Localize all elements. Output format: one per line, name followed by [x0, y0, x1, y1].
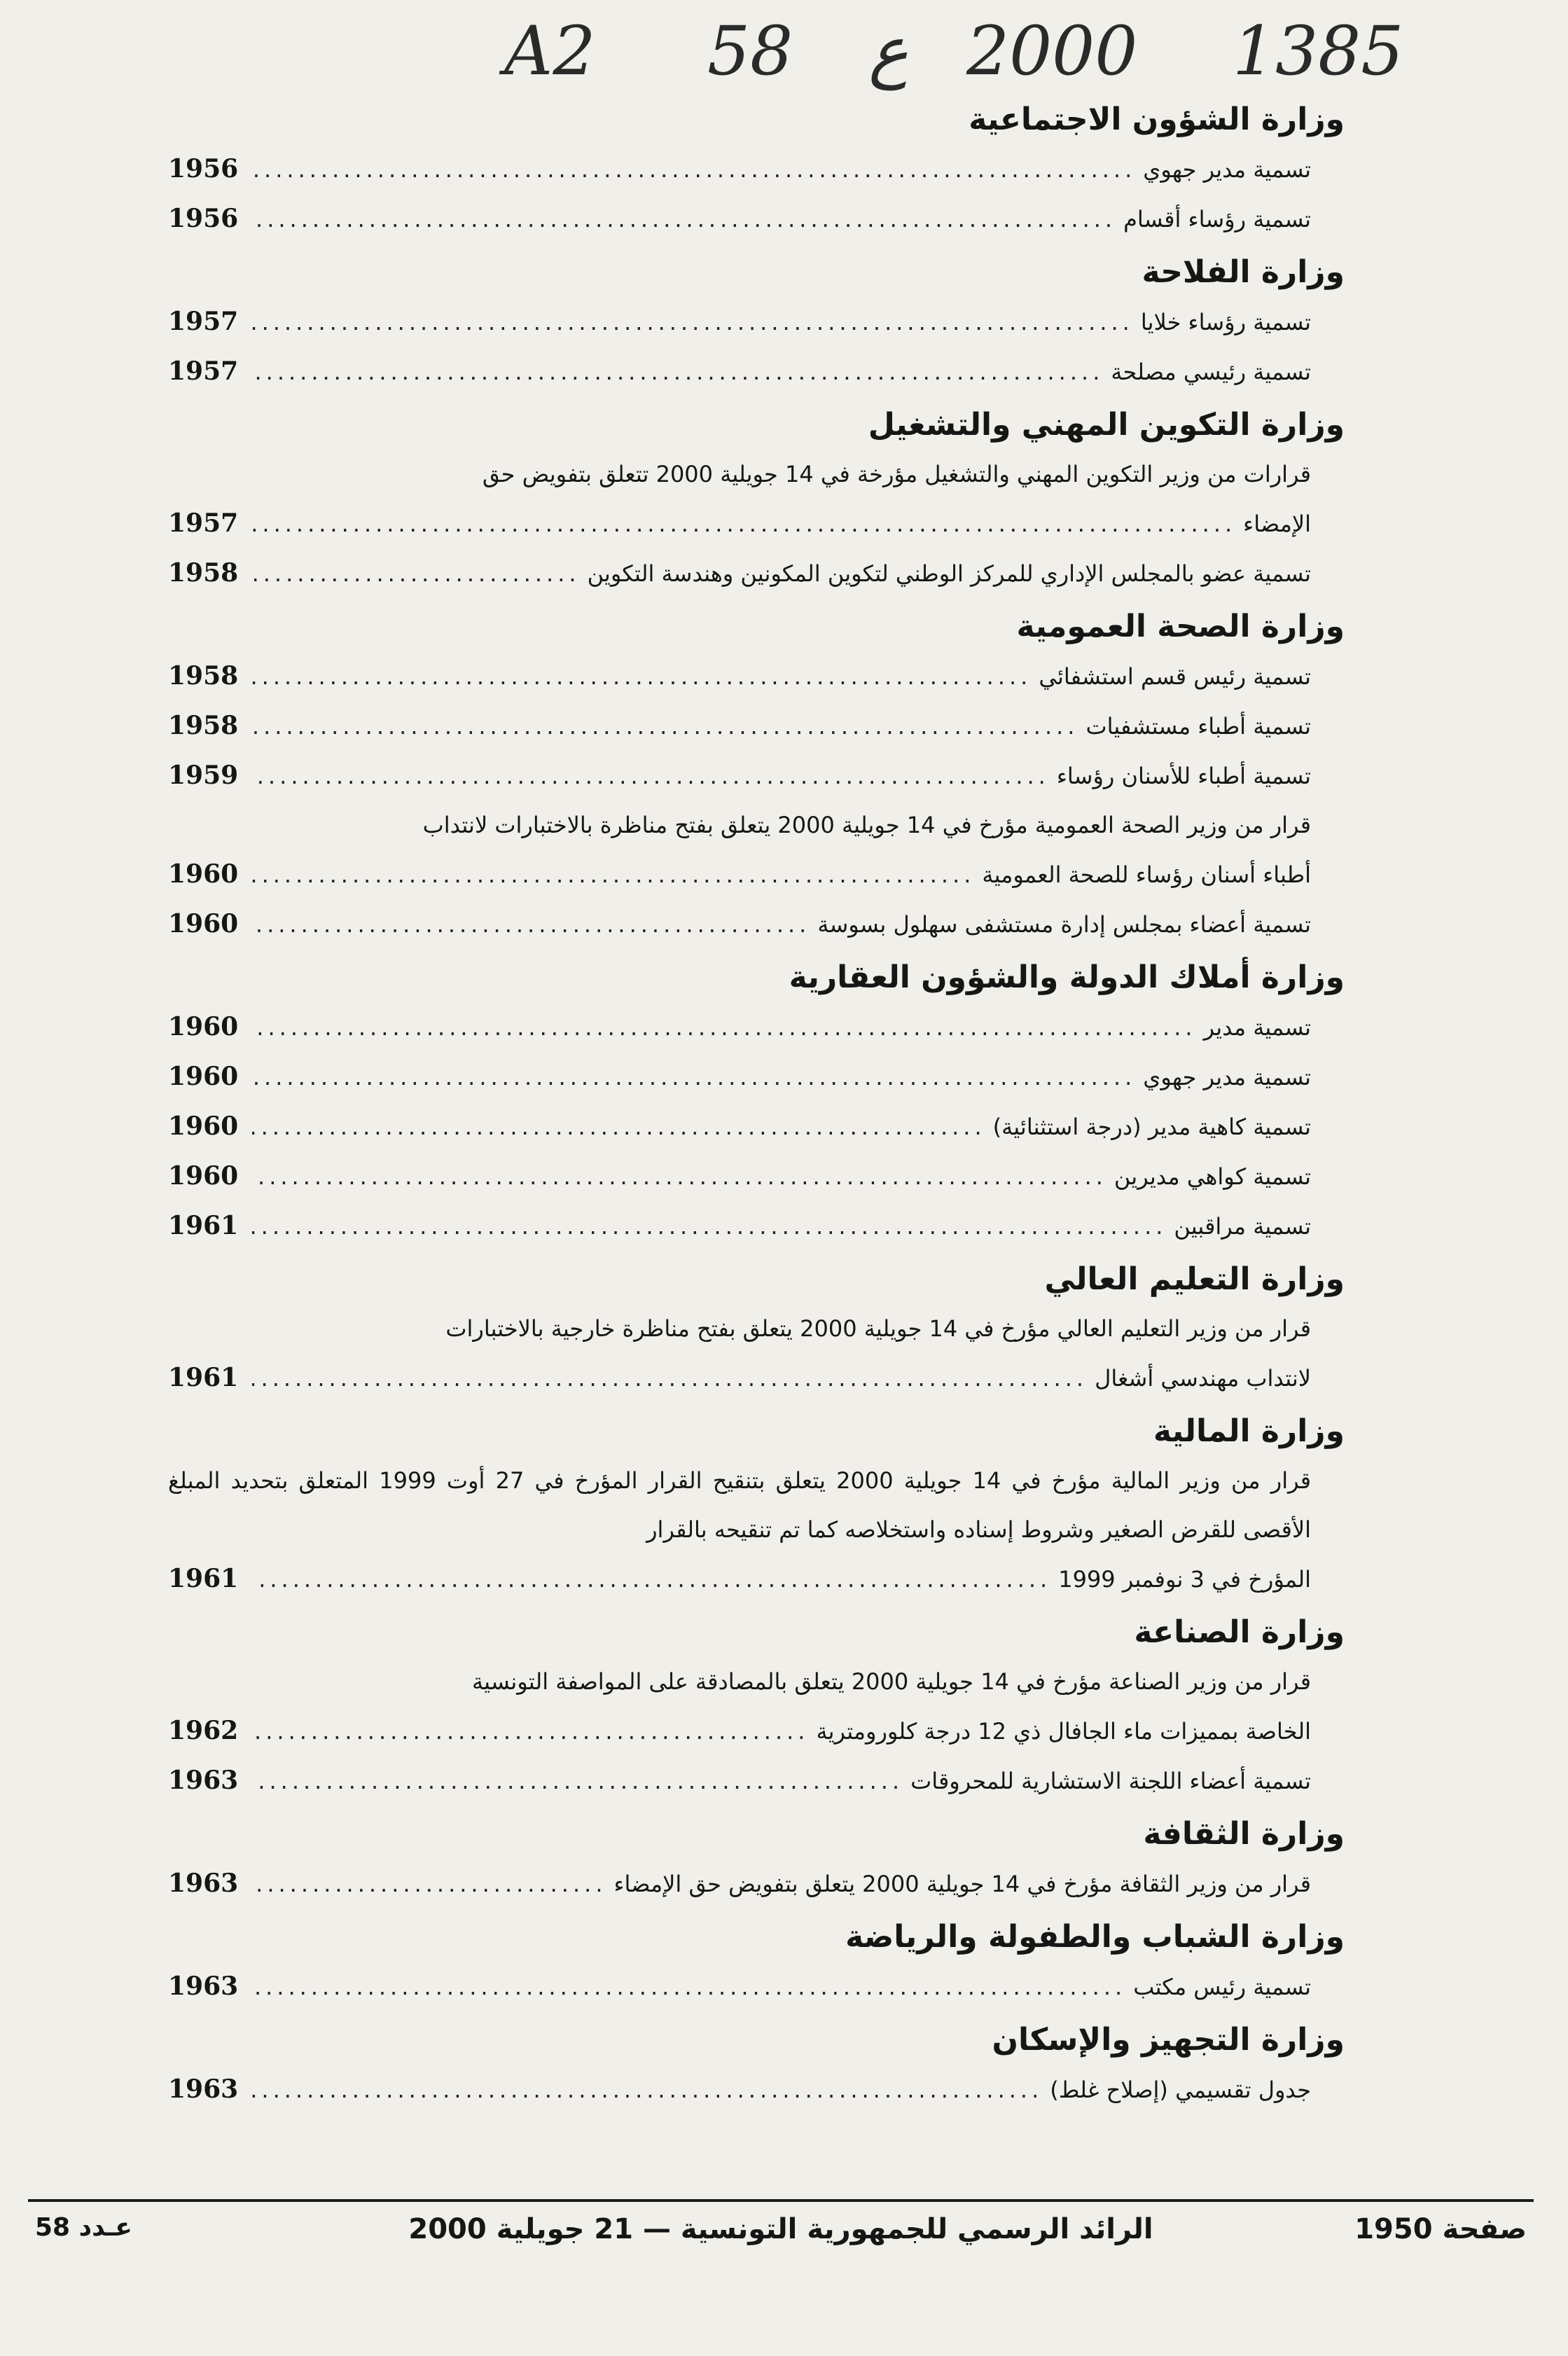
- dot-leader: [252, 1756, 903, 1806]
- entry-title: تسمية مدير جهوي: [1143, 156, 1311, 183]
- entry-page-number: 1962: [168, 1716, 239, 1745]
- toc-section: [168, 2011, 1345, 2114]
- section-heading: وزارة أملاك الدولة والشؤون العقارية: [789, 959, 1345, 995]
- dot-leader: [252, 1202, 1167, 1251]
- entry-title: تسمية عضو بالمجلس الإداري للمركز الوطني لتكوين المكونين وهندسة التكوين: [587, 560, 1311, 587]
- toc-section: [168, 1403, 1345, 1604]
- toc-entry: [168, 1859, 1345, 1908]
- entry-page-number: 1957: [168, 356, 239, 386]
- section-heading: وزارة التجهيز والإسكان: [992, 2022, 1345, 2058]
- section-heading: وزارة الشؤون الاجتماعية: [969, 102, 1345, 137]
- toc-entry: [168, 347, 1345, 396]
- entry-title: المؤرخ في 3 نوفمبر 1999: [1058, 1566, 1311, 1593]
- toc-entry: [168, 751, 1345, 801]
- section-heading: وزارة المالية: [1153, 1413, 1345, 1449]
- entry-title: تسمية أطباء للأسنان رؤساء: [1056, 763, 1311, 789]
- section-heading: وزارة الثقافة: [1143, 1816, 1345, 1852]
- dot-leader: [252, 1053, 1136, 1102]
- toc-section: [168, 91, 1345, 244]
- toc-entry: [168, 1002, 1345, 1052]
- dot-leader: [252, 549, 581, 598]
- entry-title: أطباء أسنان رؤساء للصحة العمومية: [982, 861, 1311, 888]
- toc-entry: [168, 1201, 1345, 1251]
- toc-entry: [168, 1706, 1345, 1756]
- footer-journal-title: الرائد الرسمي للجمهورية التونسية — 21 جويلية 2000: [408, 2213, 1153, 2245]
- dot-leader: [252, 900, 810, 949]
- entry-page-number: 1963: [168, 1869, 239, 1898]
- entry-page-number: 1961: [168, 1211, 239, 1240]
- section-heading: وزارة التعليم العالي: [1044, 1261, 1345, 1297]
- dot-leader: [252, 499, 1236, 548]
- entry-title: تسمية كواهي مديرين: [1113, 1163, 1311, 1190]
- entry-title: الإمضاء: [1243, 511, 1311, 537]
- handwritten-annotation: [504, 13, 1415, 90]
- entry-page-number: 1960: [168, 859, 239, 889]
- entry-title: تسمية مدير جهوي: [1143, 1064, 1311, 1090]
- entry-page-number: 1959: [168, 761, 239, 790]
- dot-leader: [252, 1102, 986, 1151]
- dot-leader: [252, 145, 1136, 194]
- entry-page-number: 1958: [168, 661, 239, 691]
- entry-title: قرار من وزير الثقافة مؤرخ في 14 جويلية 2000 يتعلق بتفويض حق الإمضاء: [613, 1871, 1311, 1897]
- section-heading: وزارة الصناعة: [1134, 1614, 1345, 1650]
- toc-section: [168, 598, 1345, 949]
- entry-text: قرار من وزير المالية مؤرخ في 14 جويلية 2000 يتعلق بتنقيح القرار المؤرخ في 27 أوت 1999 المتعلق بتحديد المبلغ الأقصى للقرض الصغير وشروط إسناده واستخلاصه كما تم تنقيحه بالقرار: [168, 1467, 1312, 1543]
- toc-entry: [168, 1353, 1345, 1403]
- annotation-number: 1385: [1233, 12, 1404, 90]
- entry-page-number: 1963: [168, 1766, 239, 1795]
- toc-entry: [168, 1151, 1345, 1201]
- entry-page-number: 1958: [168, 558, 239, 588]
- annotation-58: 58: [707, 12, 793, 90]
- footer-issue-number: عـدد 58: [35, 2213, 132, 2242]
- entry-title: تسمية كاهية مدير (درجة استثنائية): [992, 1114, 1311, 1140]
- footer-page-number: صفحة 1950: [1354, 2213, 1527, 2245]
- entry-page-number: 1958: [168, 711, 239, 740]
- dot-leader: [252, 1962, 1126, 2011]
- dot-leader: [252, 1859, 606, 1908]
- toc-section: [168, 949, 1345, 1251]
- dot-leader: [252, 702, 1078, 751]
- entry-title: تسمية أطباء مستشفيات: [1085, 713, 1311, 740]
- toc-entry: [168, 297, 1345, 347]
- entry-page-number: 1960: [168, 1111, 239, 1141]
- entry-title: لانتداب مهندسي أشغال: [1095, 1365, 1311, 1392]
- footer-rule: [28, 2199, 1534, 2202]
- dot-leader: [252, 2065, 1043, 2114]
- annotation-year: 2000: [966, 12, 1138, 90]
- toc-entry: [168, 1962, 1345, 2011]
- toc-section: [168, 1908, 1345, 2011]
- entry-page-number: 1963: [168, 1972, 239, 2001]
- dot-leader: [252, 751, 1050, 801]
- dot-leader: [252, 298, 1134, 347]
- dot-leader: [252, 195, 1116, 244]
- toc-entry: [168, 144, 1345, 194]
- toc-entry: [168, 701, 1345, 751]
- entry-page-number: 1960: [168, 1062, 239, 1091]
- entry-page-number: 1961: [168, 1363, 239, 1392]
- entry-title: تسمية رؤساء خلايا: [1140, 309, 1311, 335]
- entry-text: قرار من وزير الصناعة مؤرخ في 14 جويلية 2000 يتعلق بالمصادقة على المواصفة التونسية: [472, 1668, 1311, 1695]
- toc-section: [168, 1604, 1345, 1806]
- annotation-a2: A2: [504, 12, 596, 90]
- toc-section: [168, 244, 1345, 396]
- section-heading: وزارة التكوين المهني والتشغيل: [868, 407, 1345, 443]
- dot-leader: [252, 1555, 1051, 1604]
- entry-title: تسمية أعضاء بمجلس إدارة مستشفى سهلول بسوسة: [817, 911, 1311, 938]
- dot-leader: [252, 1003, 1197, 1052]
- toc-entry: [168, 899, 1345, 949]
- toc-entry: [168, 651, 1345, 701]
- entry-title: تسمية مدير: [1203, 1014, 1311, 1041]
- dot-leader: [252, 1707, 809, 1756]
- toc-section: [168, 1251, 1345, 1403]
- toc-section: [168, 396, 1345, 598]
- entry-page-number: 1957: [168, 307, 239, 336]
- entry-title: تسمية رؤساء أقسام: [1123, 206, 1311, 233]
- annotation-letter: ع: [868, 12, 909, 90]
- dot-leader: [252, 850, 975, 899]
- toc-entry: [168, 1102, 1345, 1151]
- dot-leader: [252, 347, 1104, 396]
- entry-page-number: 1960: [168, 1012, 239, 1041]
- toc-entry: [168, 1052, 1345, 1102]
- toc-entry: [168, 850, 1345, 899]
- page-footer: [28, 2206, 1534, 2269]
- dot-leader: [252, 1152, 1107, 1201]
- entry-page-number: 1960: [168, 909, 239, 938]
- entry-page-number: 1960: [168, 1161, 239, 1191]
- entry-title: تسمية أعضاء اللجنة الاستشارية للمحروقات: [910, 1768, 1311, 1794]
- entry-title: تسمية رئيسي مصلحة: [1111, 359, 1311, 385]
- entry-page-number: 1956: [168, 154, 239, 183]
- entry-page-number: 1963: [168, 2074, 239, 2104]
- entry-title: تسمية رئيس قسم استشفائي: [1039, 663, 1311, 690]
- toc-entry: [168, 1554, 1345, 1604]
- section-heading: وزارة الشباب والطفولة والرياضة: [845, 1919, 1345, 1955]
- dot-leader: [252, 1354, 1088, 1403]
- toc-entry: [168, 1756, 1345, 1806]
- entry-text: قرارات من وزير التكوين المهني والتشغيل مؤرخة في 14 جويلية 2000 تتعلق بتفويض حق: [482, 461, 1311, 487]
- toc-entry: [168, 548, 1345, 598]
- entry-page-number: 1961: [168, 1564, 239, 1593]
- entry-text: قرار من وزير التعليم العالي مؤرخ في 14 جويلية 2000 يتعلق بفتح مناظرة خارجية بالاختبارات: [445, 1315, 1311, 1342]
- entry-text: قرار من وزير الصحة العمومية مؤرخ في 14 جويلية 2000 يتعلق بفتح مناظرة بالاختبارات لانتداب: [422, 812, 1311, 838]
- entry-title: جدول تقسيمي (إصلاح غلط): [1050, 2077, 1311, 2103]
- toc-entry: [168, 499, 1345, 548]
- dot-leader: [252, 652, 1032, 701]
- entry-title: الخاصة بمميزات ماء الجافال ذي 12 درجة كلورومترية: [816, 1718, 1311, 1745]
- entry-title: تسمية مراقبين: [1174, 1213, 1311, 1240]
- section-heading: وزارة الفلاحة: [1142, 254, 1345, 290]
- toc-entry: [168, 2065, 1345, 2114]
- toc-section: [168, 1806, 1345, 1908]
- toc-entry: [168, 194, 1345, 244]
- entry-page-number: 1956: [168, 204, 239, 233]
- entry-page-number: 1957: [168, 508, 239, 538]
- section-heading: وزارة الصحة العمومية: [1016, 609, 1345, 644]
- entry-title: تسمية رئيس مكتب: [1133, 1974, 1311, 2000]
- table-of-contents: [168, 91, 1345, 2114]
